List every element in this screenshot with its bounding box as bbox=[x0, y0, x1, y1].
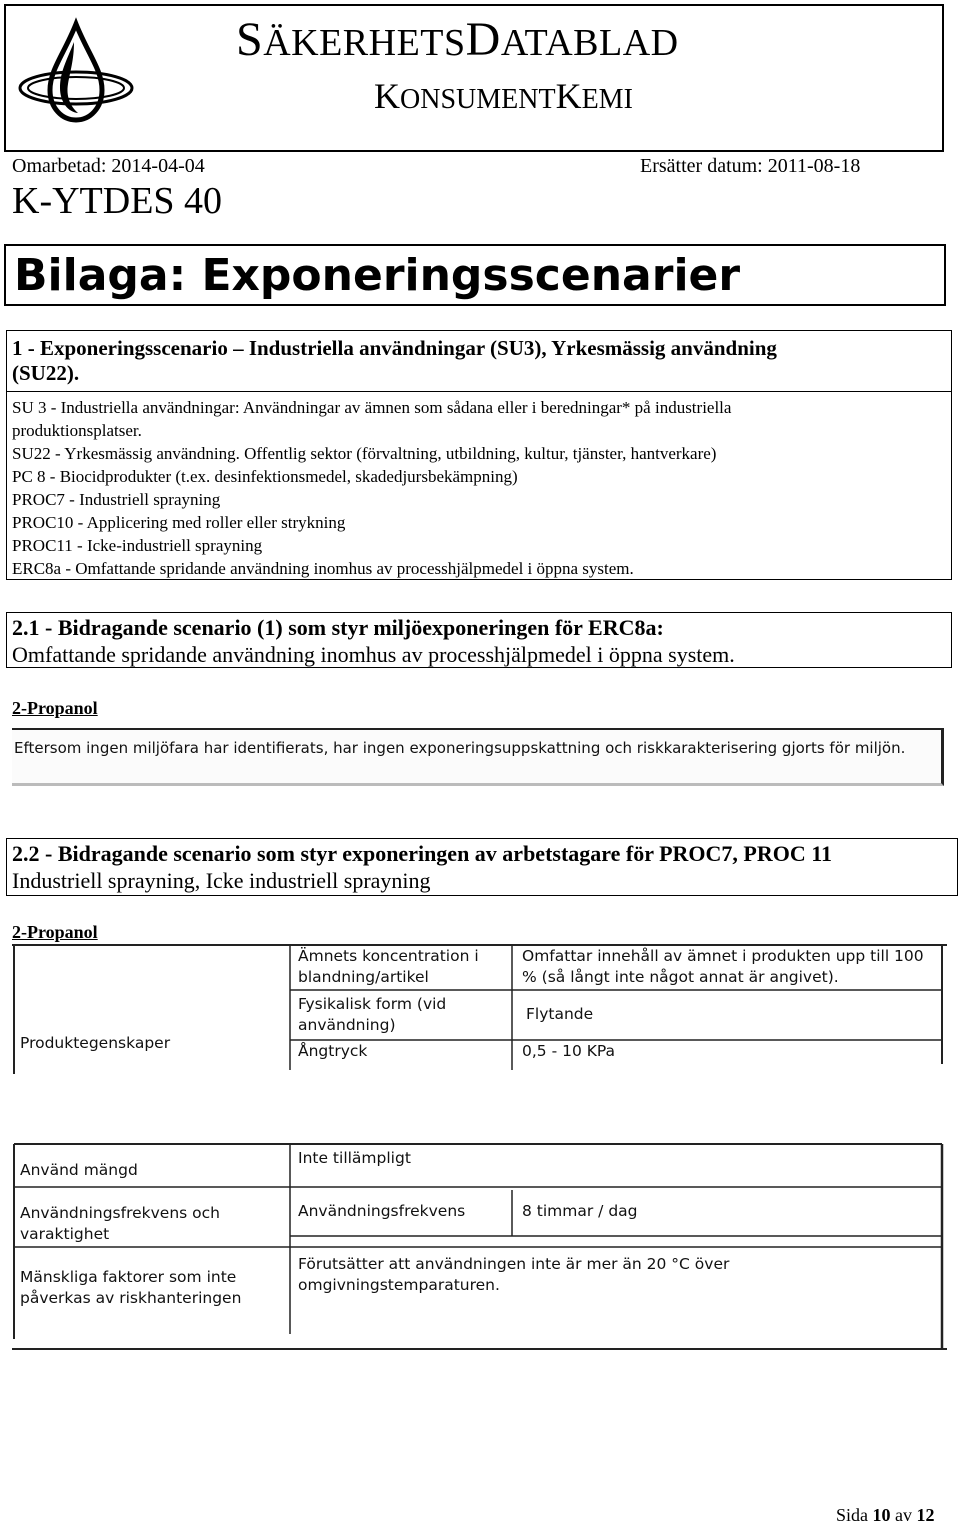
amount-used-value: Inte tillämpligt bbox=[298, 1149, 411, 1167]
page-number: Sida 10 av 12 bbox=[836, 1505, 935, 1525]
product-code: K-YTDES 40 bbox=[12, 180, 223, 222]
scenario1-title: 1 - Exponeringsscenario – Industriella användningar (SU3), Yrkesmässig användning (SU22). bbox=[12, 336, 777, 385]
concentration-label: Ämnets koncentration i blandning/artikel bbox=[298, 947, 479, 986]
scenario1-line: SU 3 - Industriella användningar: Användningar av ämnen som sådana eller i beredningar* på industriella bbox=[12, 398, 732, 417]
product-properties-label: Produktegenskaper bbox=[20, 1034, 171, 1052]
document-title: SÄKERHETSDATABLAD bbox=[236, 13, 679, 66]
human-factors-label: Mänskliga faktorer som inte påverkas av riskhanteringen bbox=[20, 1268, 242, 1307]
document-subtitle: KONSUMENTKEMI bbox=[374, 76, 633, 116]
drop-logo-icon bbox=[14, 14, 138, 138]
vapour-pressure-label: Ångtryck bbox=[298, 1042, 368, 1060]
appendix-title: Bilaga: Exponeringsscenarier bbox=[14, 250, 741, 301]
frequency-sublabel: Användningsfrekvens bbox=[298, 1202, 466, 1220]
physical-form-value: Flytande bbox=[526, 1005, 594, 1023]
replaces-date: Ersätter datum: 2011-08-18 bbox=[640, 155, 861, 177]
substance-heading: 2-Propanol bbox=[12, 698, 98, 718]
scenario1-line: SU22 - Yrkesmässig användning. Offentlig sektor (förvaltning, utbildning, kultur, tjänster, hantverkare) bbox=[12, 444, 717, 463]
scenario1-line: ERC8a - Omfattande spridande användning inomhus av processhjälpmedel i öppna system. bbox=[12, 559, 634, 578]
human-factors-value: Förutsätter att användningen inte är mer än 20 °C över omgivningstemparaturen. bbox=[298, 1255, 730, 1294]
physical-form-label: Fysikalisk form (vid användning) bbox=[298, 995, 447, 1034]
scenario2-2-subtitle: Industriell sprayning, Icke industriell sprayning bbox=[12, 868, 431, 893]
scenario1-line: PROC7 - Industriell sprayning bbox=[12, 490, 221, 509]
substance-heading: 2-Propanol bbox=[12, 922, 98, 942]
frequency-value: 8 timmar / dag bbox=[522, 1202, 638, 1220]
concentration-value: Omfattar innehåll av ämnet i produkten upp till 100 % (så långt inte något annat är angivet). bbox=[522, 947, 924, 986]
scenario1-line: produktionsplatser. bbox=[12, 421, 142, 440]
scenario2-2-title: 2.2 - Bidragande scenario som styr exponeringen av arbetstagare för PROC7, PROC 11 bbox=[12, 841, 833, 866]
scenario1-line: PROC11 - Icke-industriell sprayning bbox=[12, 536, 263, 555]
scenario1-line: PC 8 - Biocidprodukter (t.ex. desinfektionsmedel, skadedjursbekämpning) bbox=[12, 467, 518, 486]
environment-note-scan bbox=[12, 728, 944, 786]
scenario2-1-title: 2.1 - Bidragande scenario (1) som styr miljöexponeringen för ERC8a: bbox=[12, 615, 664, 640]
scenario2-1-subtitle: Omfattande spridande användning inomhus av processhjälpmedel i öppna system. bbox=[12, 642, 735, 667]
environment-note-text: Eftersom ingen miljöfara har identifierats, har ingen exponeringsuppskattning och riskkarakterisering gjorts för miljön. bbox=[14, 739, 906, 757]
scenario1-line: PROC10 - Applicering med roller eller strykning bbox=[12, 513, 346, 532]
revised-date: Omarbetad: 2014-04-04 bbox=[12, 155, 205, 177]
vapour-pressure-value: 0,5 - 10 KPa bbox=[522, 1042, 616, 1060]
amount-used-label: Använd mängd bbox=[20, 1161, 138, 1179]
frequency-duration-label: Användningsfrekvens och varaktighet bbox=[20, 1204, 220, 1243]
